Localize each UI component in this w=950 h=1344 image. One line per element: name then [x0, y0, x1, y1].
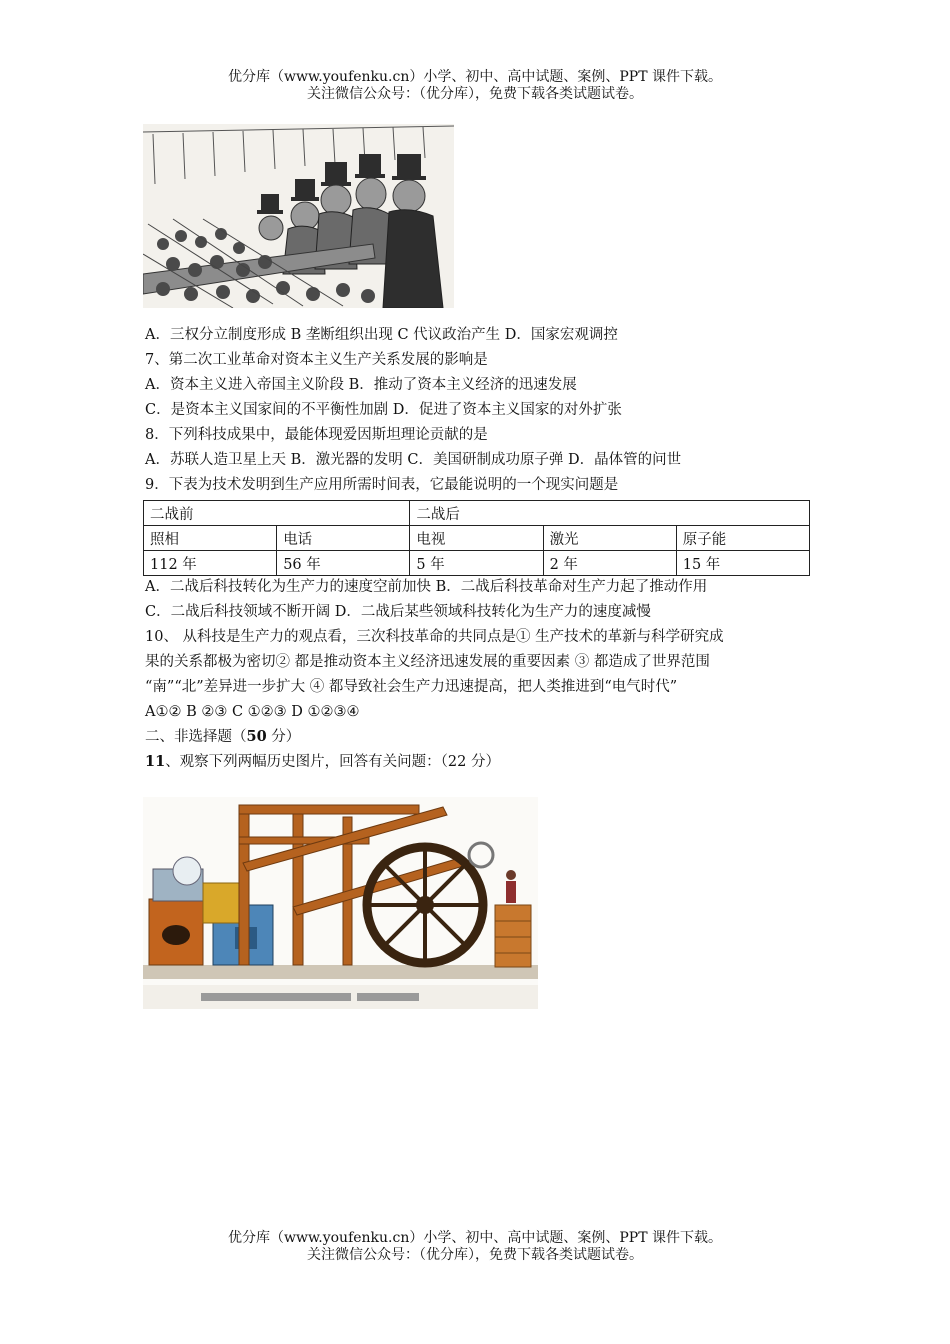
footer-line-1: 优分库（www.youfenku.cn）小学、初中、高中试题、案例、PPT 课件下载。 [227, 1230, 722, 1246]
q10-line-1: 10、 从科技是生产力的观点看，三次科技革命的共同点是① 生产技术的革新与科学研究成 [145, 629, 724, 645]
section-2-score: 50 [246, 728, 267, 745]
q10-options: A①② B ②③ C ①②③ D ①②③④ [145, 704, 360, 720]
table-cell: 56 年 [277, 551, 410, 576]
table-cell: 112 年 [144, 551, 277, 576]
q6-options: A．三权分立制度形成 B 垄断组织出现 C 代议政治产生 D．国家宏观调控 [145, 327, 618, 343]
invention-time-table [143, 500, 810, 576]
q11-number: 11 [145, 753, 166, 770]
table-row [144, 526, 810, 551]
header-line-2: 关注微信公众号：（优分库），免费下载各类试题试卷。 [307, 86, 643, 102]
table-cell: 15 年 [676, 551, 809, 576]
page-footer [0, 1230, 950, 1264]
table-cell: 5 年 [410, 551, 543, 576]
steam-engine-drawing [143, 797, 538, 1009]
footer-line-2: 关注微信公众号：（优分库），免费下载各类试题试卷。 [307, 1247, 643, 1263]
table-group-after: 二战后 [410, 501, 810, 526]
page-header [0, 69, 950, 103]
q7-stem: 7、第二次工业革命对资本主义生产关系发展的影响是 [145, 352, 488, 368]
section-2-label: 二、非选择题（ [145, 729, 247, 745]
q8-options: A．苏联人造卫星上天 B．激光器的发明 C．美国研制成功原子弹 D．晶体管的问世 [145, 452, 682, 468]
q11-stem-line [145, 752, 500, 772]
table-cell: 电视 [410, 526, 543, 551]
q11-stem: 、观察下列两幅历史图片，回答有关问题：（22 分） [165, 754, 500, 770]
table-cell: 2 年 [543, 551, 676, 576]
q10-line-2: 果的关系都极为密切② 都是推动资本主义经济迅速发展的重要因素 ③ 都造成了世界范围 [145, 654, 710, 670]
cartoon-drawing [143, 124, 454, 308]
monopoly-cartoon-image [143, 124, 454, 308]
q8-stem: 8．下列科技成果中，最能体现爱因斯坦理论贡献的是 [145, 427, 488, 443]
q10-line-3: “南”“北”差异进一步扩大 ④ 都导致社会生产力迅速提高，把人类推进到“电气时代” [145, 679, 678, 695]
table-cell: 照相 [144, 526, 277, 551]
table-cell: 电话 [277, 526, 410, 551]
table-cell: 激光 [543, 526, 676, 551]
table-row [144, 551, 810, 576]
steam-engine-image [143, 797, 538, 1009]
q9-options-ab: A．二战后科技转化为生产力的速度空前加快 B．二战后科技革命对生产力起了推动作用 [145, 579, 708, 595]
section-2-heading [145, 727, 300, 747]
q9-options-cd: C．二战后科技领域不断开阔 D．二战后某些领域科技转化为生产力的速度减慢 [145, 604, 651, 620]
table-cell: 原子能 [676, 526, 809, 551]
q7-options-ab: A．资本主义进入帝国主义阶段 B．推动了资本主义经济的迅速发展 [145, 377, 577, 393]
header-line-1: 优分库（www.youfenku.cn）小学、初中、高中试题、案例、PPT 课件下载。 [227, 69, 722, 85]
table-row [144, 501, 810, 526]
q9-stem: 9．下表为技术发明到生产应用所需时间表，它最能说明的一个现实问题是 [145, 477, 619, 493]
q7-options-cd: C．是资本主义国家间的不平衡性加剧 D．促进了资本主义国家的对外扩张 [145, 402, 622, 418]
section-2-suffix: 分） [266, 729, 301, 745]
table-group-before: 二战前 [144, 501, 410, 526]
